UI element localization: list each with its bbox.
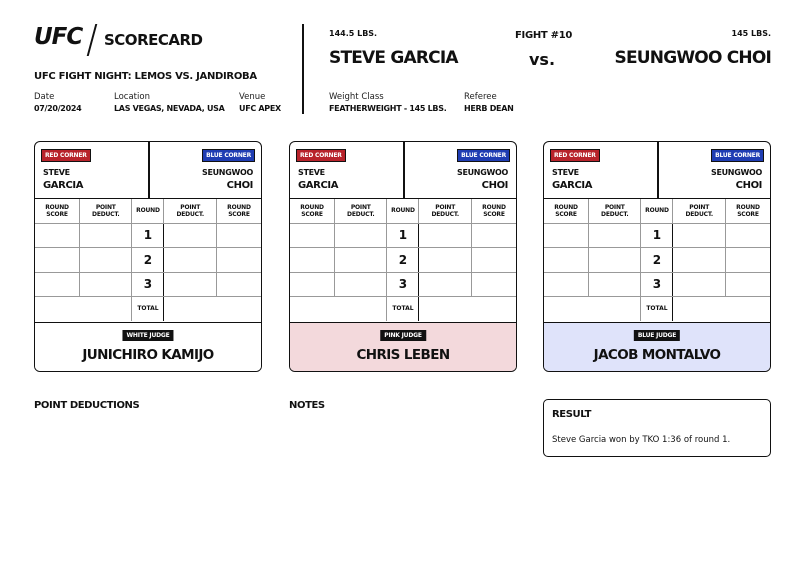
red-round-score-cell — [544, 248, 589, 273]
corner-divider — [148, 142, 150, 199]
red-point-deduct-cell — [80, 272, 132, 297]
blue-point-deduct-cell — [673, 248, 725, 273]
judge-area — [35, 322, 261, 372]
red-corner-badge: RED CORNER — [296, 149, 346, 162]
red-total-cell — [290, 297, 387, 321]
red-fighter-name: STEVE GARCIA — [329, 48, 458, 68]
judge-name: JUNICHIRO KAMIJO — [82, 347, 214, 363]
red-total-cell — [544, 297, 641, 321]
blue-total-cell — [419, 297, 516, 321]
red-point-deduct-cell — [80, 223, 132, 248]
red-corner-first-name: STEVE — [552, 168, 579, 177]
round-row — [290, 223, 516, 248]
logo-divider — [87, 24, 98, 56]
location-value: LAS VEGAS, NEVADA, USA — [114, 104, 225, 113]
referee-label: Referee — [464, 92, 497, 102]
red-point-deduct-cell — [589, 223, 641, 248]
document-title: SCORECARD — [104, 31, 203, 49]
total-label: TOTAL — [387, 297, 419, 321]
red-round-score-cell — [290, 248, 335, 273]
score-grid-header — [35, 199, 261, 223]
blue-round-score-header: ROUND SCORE — [471, 199, 516, 223]
round-number: 1 — [132, 223, 164, 248]
result-box — [543, 399, 771, 457]
red-corner-first-name: STEVE — [298, 168, 325, 177]
red-round-score-header: ROUND SCORE — [290, 199, 335, 223]
blue-corner-badge: BLUE CORNER — [457, 149, 510, 162]
red-point-deduct-cell — [589, 272, 641, 297]
blue-corner-last-name: CHOI — [481, 180, 508, 191]
round-header: ROUND — [132, 199, 164, 223]
blue-corner-badge: BLUE CORNER — [202, 149, 255, 162]
judge-name: CHRIS LEBEN — [356, 347, 450, 363]
judge-area — [290, 322, 516, 372]
blue-point-deduct-cell — [673, 223, 725, 248]
red-point-deduct-cell — [335, 248, 387, 273]
ufc-logo: UFC — [34, 24, 83, 50]
blue-round-score-cell — [725, 272, 770, 297]
round-number: 1 — [641, 223, 673, 248]
red-corner-badge: RED CORNER — [550, 149, 600, 162]
judge-badge: PINK JUDGE — [380, 330, 426, 341]
round-number: 2 — [132, 248, 164, 273]
blue-round-score-cell — [471, 272, 516, 297]
weight-class-label: Weight Class — [329, 92, 384, 102]
score-grid — [290, 199, 516, 321]
date-label: Date — [34, 92, 55, 102]
blue-corner-first-name: SEUNGWOO — [201, 168, 253, 177]
blue-corner-badge: BLUE CORNER — [711, 149, 764, 162]
scorecard-judge-3 — [543, 141, 771, 372]
blue-corner-last-name: CHOI — [735, 180, 762, 191]
blue-total-cell — [673, 297, 770, 321]
red-corner-last-name: GARCIA — [43, 180, 84, 191]
round-row — [544, 248, 770, 273]
date-value: 07/20/2024 — [34, 104, 82, 113]
red-round-score-cell — [35, 223, 80, 248]
round-row — [290, 248, 516, 273]
total-label: TOTAL — [132, 297, 164, 321]
round-number: 3 — [387, 272, 419, 297]
fight-number: FIGHT #10 — [515, 30, 573, 41]
blue-corner-first-name: SEUNGWOO — [710, 168, 762, 177]
judge-area — [544, 322, 770, 372]
venue-value: UFC APEX — [239, 104, 281, 113]
result-text: Steve Garcia won by TKO 1:36 of round 1. — [552, 435, 731, 445]
round-header: ROUND — [387, 199, 419, 223]
round-row — [290, 272, 516, 297]
judge-name: JACOB MONTALVO — [593, 347, 721, 363]
corner-header — [35, 142, 261, 199]
location-label: Location — [114, 92, 150, 102]
blue-corner-first-name: SEUNGWOO — [456, 168, 508, 177]
red-corner-first-name: STEVE — [43, 168, 70, 177]
round-row — [35, 272, 261, 297]
score-grid-header — [290, 199, 516, 223]
round-number: 3 — [641, 272, 673, 297]
total-row — [544, 297, 770, 321]
score-grid — [35, 199, 261, 321]
notes-heading: NOTES — [289, 400, 325, 411]
corner-divider — [657, 142, 659, 199]
blue-point-deduct-header: POINT DEDUCT. — [164, 199, 216, 223]
red-point-deduct-header: POINT DEDUCT. — [80, 199, 132, 223]
round-number: 2 — [641, 248, 673, 273]
blue-round-score-cell — [725, 223, 770, 248]
scorecard-judge-2 — [289, 141, 517, 372]
red-point-deduct-cell — [335, 272, 387, 297]
weight-class-value: FEATHERWEIGHT - 145 LBS. — [329, 104, 447, 113]
blue-point-deduct-cell — [419, 272, 471, 297]
header-divider — [302, 24, 304, 114]
blue-round-score-cell — [216, 272, 261, 297]
judge-badge: WHITE JUDGE — [122, 330, 173, 341]
total-label: TOTAL — [641, 297, 673, 321]
red-corner-badge: RED CORNER — [41, 149, 91, 162]
score-grid-header — [544, 199, 770, 223]
versus-label: vs. — [529, 50, 556, 69]
red-point-deduct-cell — [589, 248, 641, 273]
blue-point-deduct-cell — [419, 223, 471, 248]
round-number: 3 — [132, 272, 164, 297]
red-round-score-cell — [35, 272, 80, 297]
blue-round-score-cell — [725, 248, 770, 273]
blue-round-score-cell — [471, 223, 516, 248]
blue-point-deduct-cell — [164, 248, 216, 273]
blue-point-deduct-header: POINT DEDUCT. — [673, 199, 725, 223]
red-round-score-header: ROUND SCORE — [544, 199, 589, 223]
blue-point-deduct-cell — [164, 223, 216, 248]
blue-round-score-cell — [216, 223, 261, 248]
referee-value: HERB DEAN — [464, 104, 514, 113]
blue-round-score-header: ROUND SCORE — [216, 199, 261, 223]
blue-round-score-cell — [471, 248, 516, 273]
total-row — [290, 297, 516, 321]
point-deductions-heading: POINT DEDUCTIONS — [34, 400, 140, 411]
blue-point-deduct-header: POINT DEDUCT. — [419, 199, 471, 223]
red-corner-last-name: GARCIA — [298, 180, 339, 191]
red-fighter-weight: 144.5 LBS. — [329, 29, 378, 38]
blue-fighter-weight: 145 LBS. — [731, 29, 771, 38]
blue-round-score-header: ROUND SCORE — [725, 199, 770, 223]
blue-total-cell — [164, 297, 261, 321]
venue-label: Venue — [239, 92, 266, 102]
blue-point-deduct-cell — [673, 272, 725, 297]
red-round-score-cell — [290, 223, 335, 248]
red-round-score-cell — [544, 272, 589, 297]
total-row — [35, 297, 261, 321]
blue-round-score-cell — [216, 248, 261, 273]
blue-fighter-name: SEUNGWOO CHOI — [614, 48, 771, 68]
red-round-score-header: ROUND SCORE — [35, 199, 80, 223]
corner-header — [544, 142, 770, 199]
blue-point-deduct-cell — [419, 248, 471, 273]
red-point-deduct-cell — [80, 248, 132, 273]
round-row — [544, 223, 770, 248]
round-number: 1 — [387, 223, 419, 248]
round-row — [35, 223, 261, 248]
round-number: 2 — [387, 248, 419, 273]
red-point-deduct-header: POINT DEDUCT. — [335, 199, 387, 223]
event-name: UFC FIGHT NIGHT: LEMOS VS. JANDIROBA — [34, 71, 257, 82]
round-row — [544, 272, 770, 297]
red-point-deduct-header: POINT DEDUCT. — [589, 199, 641, 223]
judge-badge: BLUE JUDGE — [634, 330, 680, 341]
red-corner-last-name: GARCIA — [552, 180, 593, 191]
round-header: ROUND — [641, 199, 673, 223]
red-round-score-cell — [290, 272, 335, 297]
red-round-score-cell — [544, 223, 589, 248]
scorecard-judge-1 — [34, 141, 262, 372]
corner-divider — [403, 142, 405, 199]
round-row — [35, 248, 261, 273]
score-grid — [544, 199, 770, 321]
red-total-cell — [35, 297, 132, 321]
result-heading: RESULT — [552, 409, 591, 420]
red-point-deduct-cell — [335, 223, 387, 248]
blue-corner-last-name: CHOI — [226, 180, 253, 191]
corner-header — [290, 142, 516, 199]
blue-point-deduct-cell — [164, 272, 216, 297]
red-round-score-cell — [35, 248, 80, 273]
